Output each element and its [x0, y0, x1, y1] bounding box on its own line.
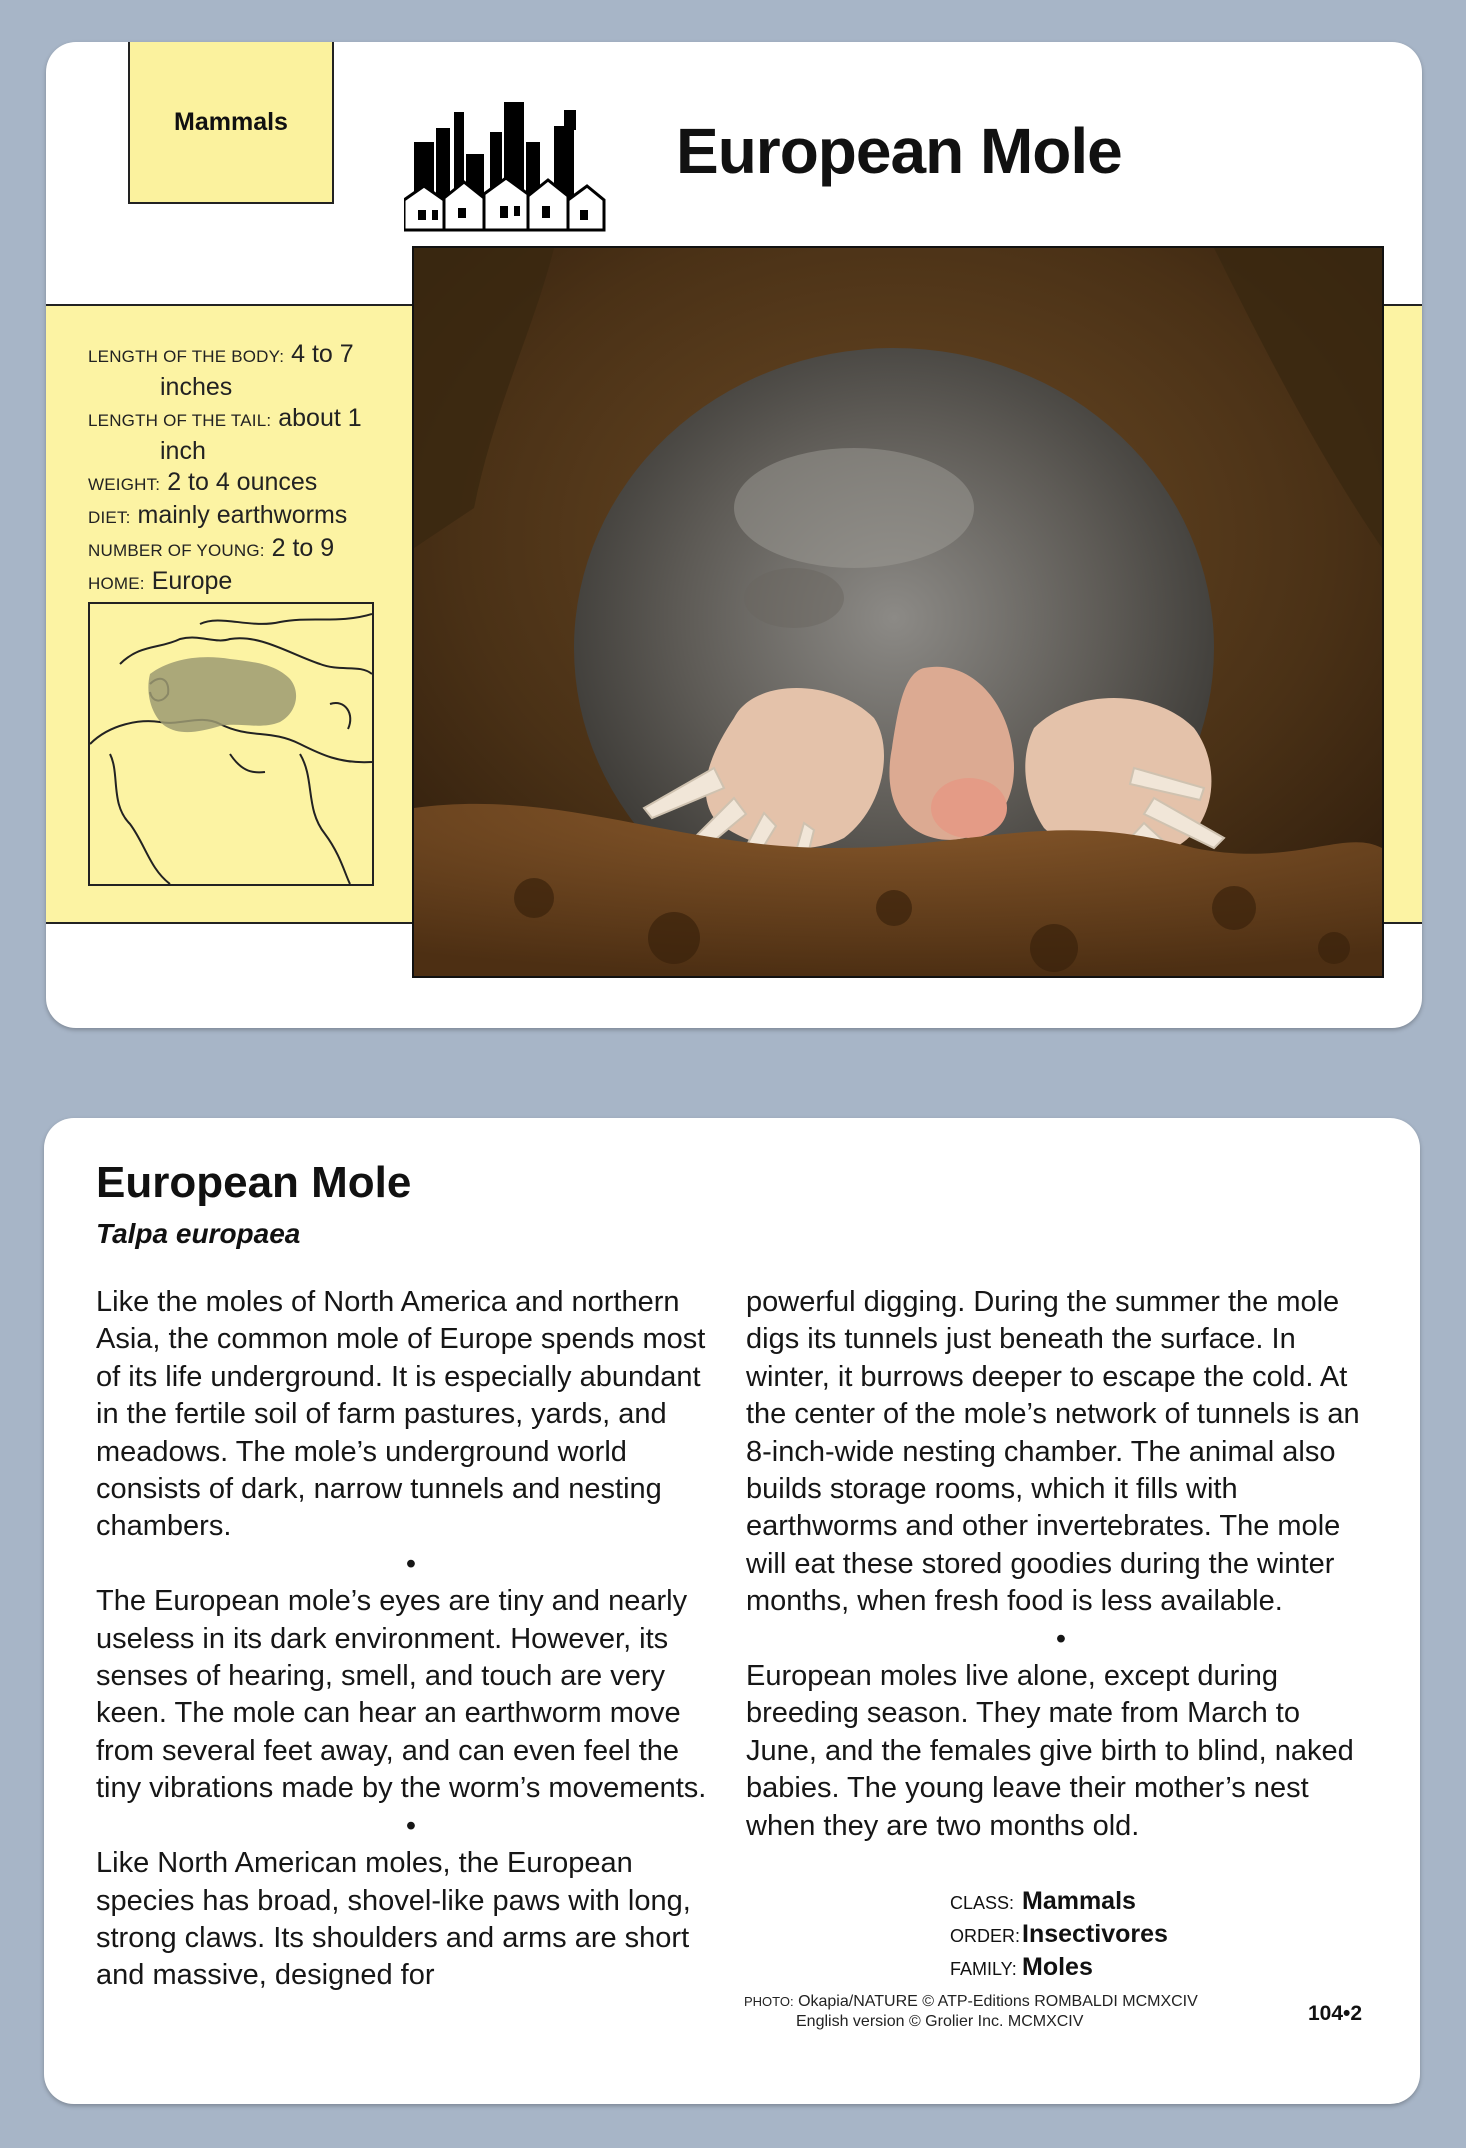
front-card [46, 42, 1422, 1028]
scientific-name: Talpa europaea [96, 1218, 301, 1249]
city-skyline-icon [404, 82, 606, 232]
back-card [44, 1118, 1420, 2104]
stats-list [88, 339, 388, 599]
paragraph: Like North American moles, the European species has broad, shovel-like paws with long, strong claws. Its shoulders and arms are short and massive, designed for [96, 1847, 691, 1992]
stat-tail-length: LENGTH OF THE TAIL: about 1 [88, 404, 362, 432]
photo-credits: PHOTO: Okapia/NATURE © ATP-Editions ROMBALDI MCMXCIV English version © Grolier Inc. MCMXCIV [744, 1993, 1198, 2030]
paragraph: European moles live alone, except during breeding season. They mate from March to June, and the females give birth to blind, naked babies. The young leave their mother’s nest when they are two months old. [746, 1660, 1354, 1842]
text-column-left [96, 1284, 726, 1995]
category-label: Mammals [128, 42, 334, 204]
taxonomy-order: ORDER:Insectivores [950, 1920, 1168, 1948]
stat-weight: WEIGHT: 2 to 4 ounces [88, 468, 318, 496]
paragraph: Like the moles of North America and northern Asia, the common mole of Europe spends most of its life underground. It is especially abundant in the fertile soil of farm pastures, yards, and meadows. The mole’s underground world consists of dark, narrow tunnels and nesting chambers. [96, 1286, 706, 1543]
card-number: 104•2 [1308, 2002, 1363, 2025]
stat-home: HOME: Europe [88, 567, 233, 595]
back-title: European Mole [96, 1158, 412, 1207]
stat-tail-length-cont: inch [160, 437, 206, 465]
paragraph: powerful digging. During the summer the mole digs its tunnels just beneath the surface. In winter, it burrows deeper to escape the cold. At the center of the mole’s network of tunnels is an 8-inch-wide nesting chamber. The animal also builds storage rooms, which it fills with earthworms and other invertebrates. The mole will eat these stored goodies during the winter months, when fresh food is less available. [746, 1286, 1360, 1618]
stat-diet: DIET: mainly earthworms [88, 501, 348, 529]
mole-photo [412, 246, 1384, 978]
bullet-separator: • [1055, 1622, 1067, 1655]
stat-body-length: LENGTH OF THE BODY: 4 to 7 [88, 340, 354, 368]
taxonomy-family: FAMILY: Moles [950, 1953, 1093, 1981]
bullet-separator: • [405, 1547, 417, 1580]
paragraph: The European mole’s eyes are tiny and nearly useless in its dark environment. However, its senses of hearing, smell, and touch are very keen. The mole can hear an earthworm move from several feet away, and can even feel the tiny vibrations made by the worm’s movements. [96, 1585, 707, 1805]
stat-body-length-cont: inches [160, 373, 233, 401]
text-column-right [746, 1284, 1376, 1845]
bullet-separator: • [405, 1809, 417, 1842]
taxonomy-class: CLASS: Mammals [950, 1887, 1136, 1915]
taxonomy-block [950, 1886, 1168, 1985]
range-map [88, 602, 374, 886]
card-title: European Mole [676, 115, 1122, 187]
stat-young: NUMBER OF YOUNG: 2 to 9 [88, 534, 335, 562]
